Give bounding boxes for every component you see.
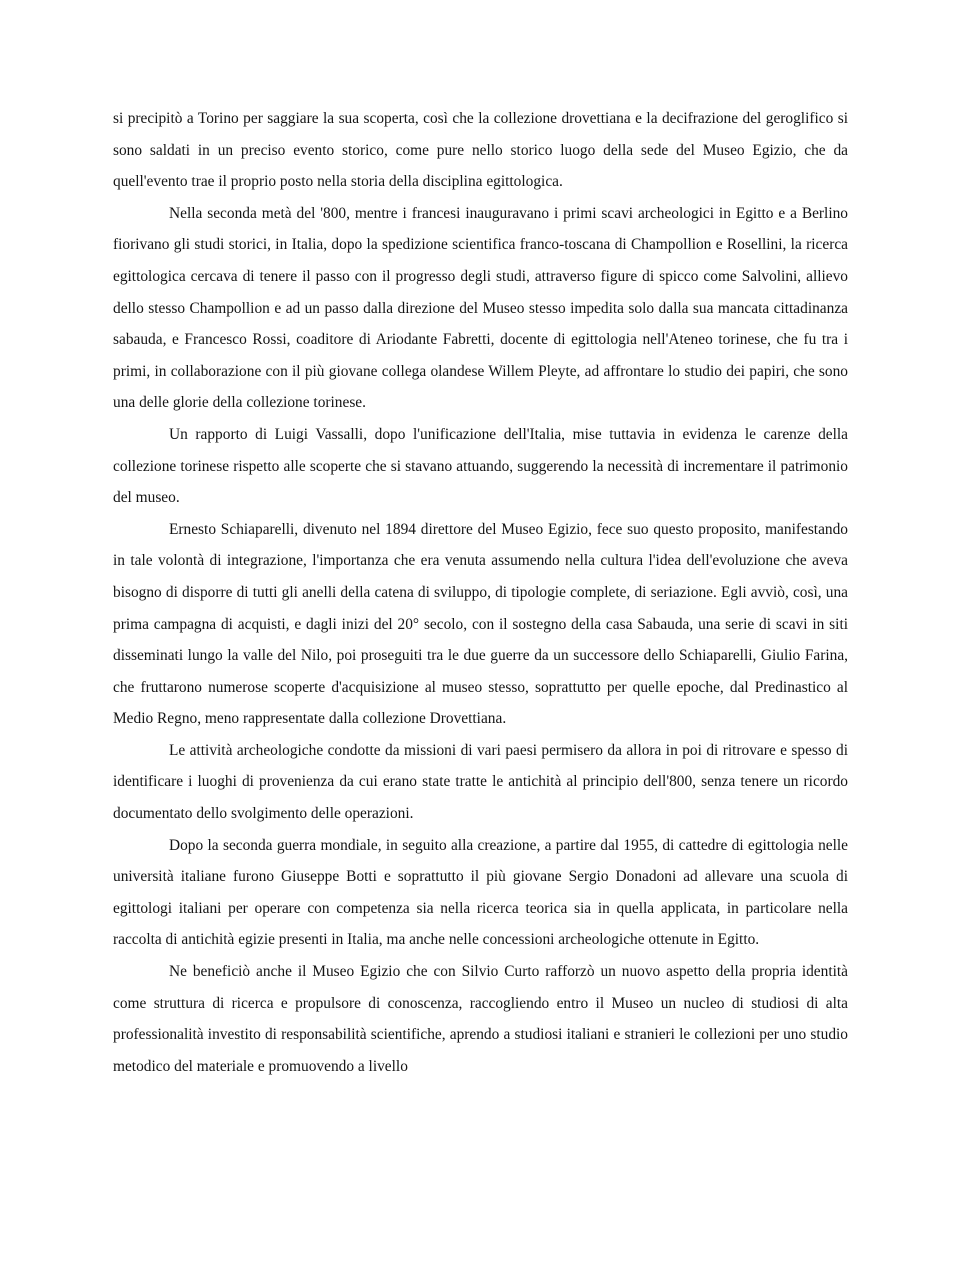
- paragraph-4: Ernesto Schiaparelli, divenuto nel 1894 direttore del Museo Egizio, fece suo questo proposito, manifestando in tale volontà di integrazione, l'importanza che era venuta assumendo nella cultura l'idea dell'evoluzione che aveva bisogno di disporre di tutti gli anelli della catena di sviluppo, di tipologie complete, di seriazione. Egli avviò, così, una prima campagna di acquisti, e dagli inizi del 20° secolo, con il sostegno della casa Sabauda, una serie di scavi in siti disseminati lungo la valle del Nilo, poi proseguiti tra le due guerre da un successore dello Schiaparelli, Giulio Farina, che fruttarono numerose scoperte d'acquisizione al museo stesso, soprattutto per quelle epoche, dal Predinastico al Medio Regno, meno rappresentate dalla collezione Drovettiana.: [113, 520, 848, 728]
- body-text: [113, 103, 848, 1082]
- paragraph-6: Dopo la seconda guerra mondiale, in seguito alla creazione, a partire dal 1955, di cattedre di egittologia nelle università italiane furono Giuseppe Botti e soprattutto il più giovane Sergio Donadoni ad allevare una scuola di egittologi italiani per operare con competenza sia nella ricerca teorica sia in quella applicata, in particolare nella raccolta di antichità egizie presenti in Italia, ma anche nelle concessioni archeologiche ottenute in Egitto.: [113, 836, 848, 949]
- paragraph-2: Nella seconda metà del '800, mentre i francesi inauguravano i primi scavi archeologici in Egitto e a Berlino fiorivano gli studi storici, in Italia, dopo la spedizione scientifica franco-toscana di Champollion e Rosellini, la ricerca egittologica cercava di tenere il passo con il progresso degli studi, attraverso figure di spicco come Salvolini, allievo dello stesso Champollion e ad un passo dalla direzione del Museo stesso impedita solo dalla sua mancata cittadinanza sabauda, e Francesco Rossi, coaditore di Ariodante Fabretti, docente di egittologia nell'Ateneo torinese, che fu tra i primi, in collaborazione con il più giovane collega olandese Willem Pleyte, ad affrontare lo studio dei papiri, che sono una delle glorie della collezione torinese.: [113, 204, 848, 412]
- paragraph-7: Ne beneficiò anche il Museo Egizio che con Silvio Curto rafforzò un nuovo aspetto della propria identità come struttura di ricerca e propulsore di conoscenza, raccogliendo entro il Museo un nucleo di studiosi di alta professionalità investito di responsabilità scientifiche, aprendo a studiosi italiani e stranieri le collezioni per uno studio metodico del materiale e promuovendo a livello: [113, 963, 848, 1075]
- paragraph-1: si precipitò a Torino per saggiare la sua scoperta, così che la collezione drovettiana e la decifrazione del geroglifico si sono saldati in un preciso evento storico, come pure nello storico luogo della sede del Museo Egizio, che da quell'evento trae il proprio posto nella storia della disciplina egittologica.: [113, 110, 848, 191]
- paragraph-3: Un rapporto di Luigi Vassalli, dopo l'unificazione dell'Italia, mise tuttavia in evidenza le carenze della collezione torinese rispetto alle scoperte che si stavano attuando, suggerendo la necessità di incrementare il patrimonio del museo.: [113, 425, 848, 507]
- paragraph-5: Le attività archeologiche condotte da missioni di vari paesi permisero da allora in poi di ritrovare e spesso di identificare i luoghi di provenienza da cui erano state tratte le antichità al principio dell'800, senza tenere un ricordo documentato dello svolgimento delle operazioni.: [113, 741, 848, 823]
